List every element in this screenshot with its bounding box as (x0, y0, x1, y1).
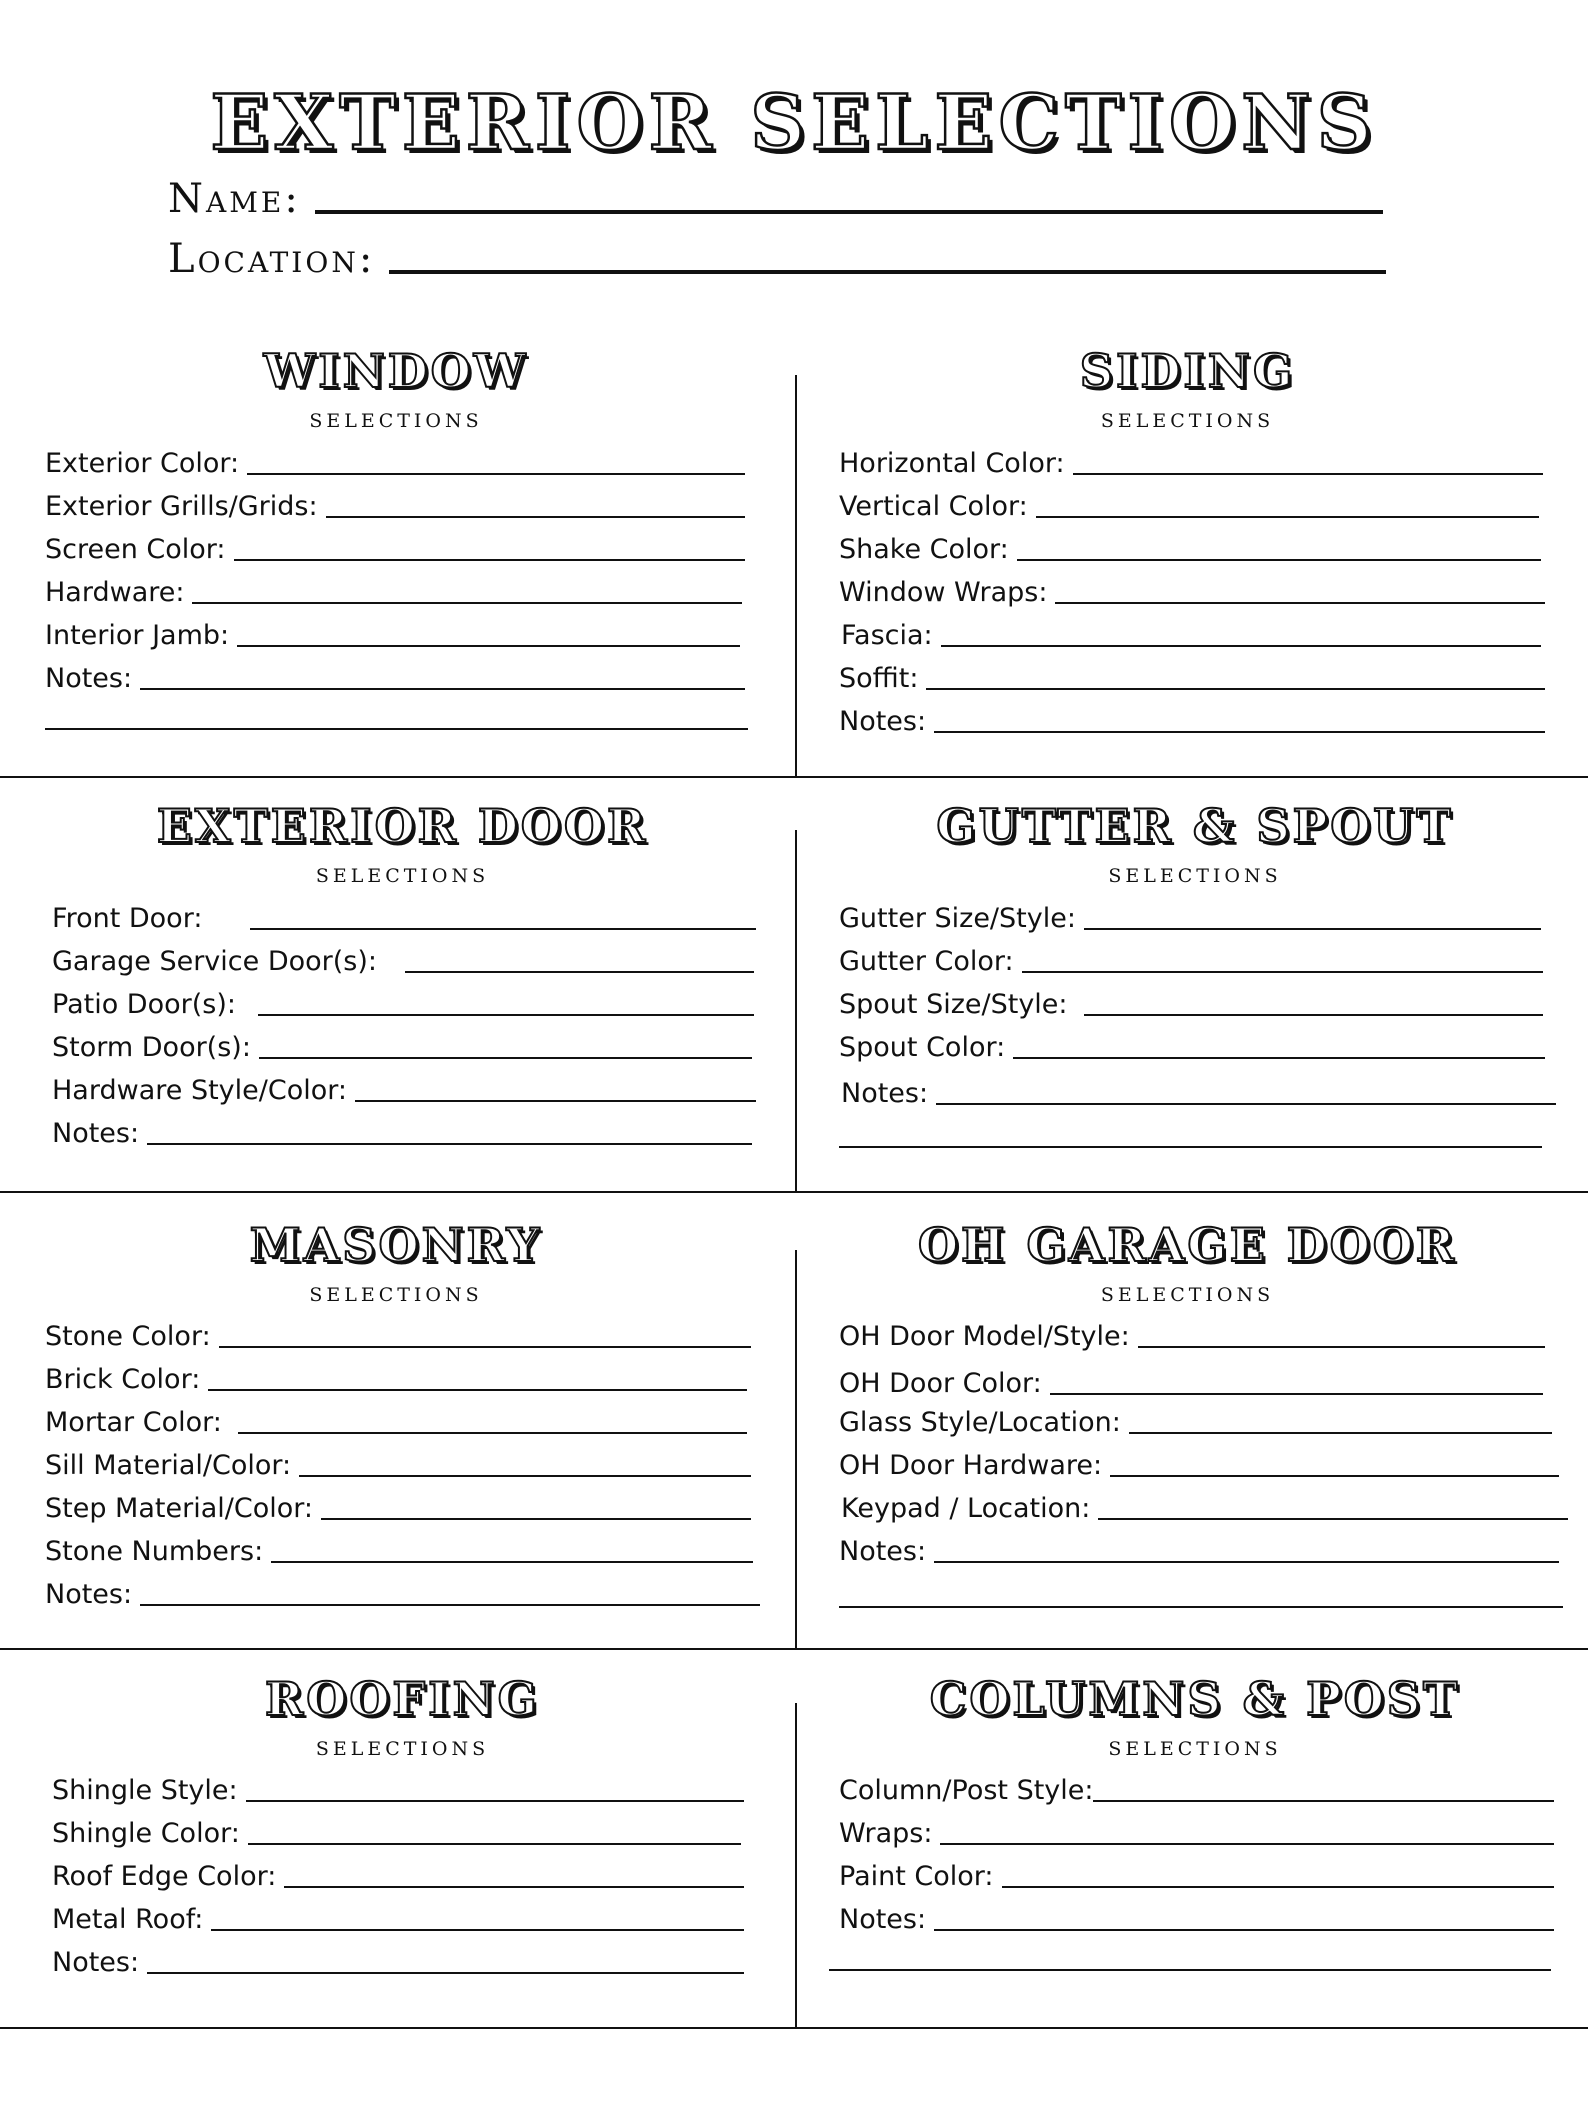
fascia-field[interactable] (841, 612, 1541, 652)
field-label: Notes: (839, 705, 927, 737)
field-label: OH Door Color: (839, 1367, 1042, 1399)
stone-color-field[interactable] (45, 1313, 751, 1353)
masonry-notes-field[interactable] (45, 1571, 760, 1611)
field-label: Sill Material/Color: (45, 1449, 292, 1481)
field-line[interactable] (299, 1475, 751, 1477)
stone-numbers-field[interactable] (45, 1528, 753, 1568)
patio-door-field[interactable] (52, 981, 754, 1021)
location-label: Location: (168, 236, 376, 282)
field-line[interactable] (1138, 1346, 1545, 1348)
horizontal-color-field[interactable] (839, 440, 1543, 480)
front-door-field[interactable] (52, 895, 756, 935)
field-label: Front Door: (52, 902, 203, 934)
garage-notes-field[interactable] (839, 1528, 1559, 1568)
field-line[interactable] (405, 971, 754, 973)
gutter-notes-field[interactable] (841, 1070, 1556, 1110)
window-notes-field[interactable] (45, 655, 745, 695)
hardware-field[interactable] (45, 569, 742, 609)
field-label: Wraps: (839, 1817, 933, 1849)
garage-door-section-title: OH GARAGE DOOR (917, 1218, 1458, 1272)
siding-section-subtitle: SELECTIONS (1100, 410, 1275, 432)
field-line[interactable] (1084, 1014, 1543, 1016)
field-label: Notes: (52, 1117, 140, 1149)
field-label: Roof Edge Color: (52, 1860, 277, 1892)
exterior-grills-field[interactable] (45, 483, 745, 523)
siding-notes-field[interactable] (839, 698, 1545, 738)
field-label: Notes: (839, 1903, 927, 1935)
field-line[interactable] (192, 602, 742, 604)
garage-service-door-field[interactable] (52, 938, 754, 978)
field-line[interactable] (140, 688, 745, 690)
field-label: Keypad / Location: (841, 1492, 1091, 1524)
field-label: Notes: (52, 1946, 140, 1978)
section-divider (0, 1191, 1588, 1193)
storm-door-field[interactable] (52, 1024, 752, 1064)
field-label: Shingle Color: (52, 1817, 240, 1849)
keypad-location-field[interactable] (841, 1485, 1568, 1525)
soffit-field[interactable] (839, 655, 1545, 695)
name-field[interactable] (168, 176, 1383, 222)
field-line[interactable] (1050, 1393, 1543, 1395)
field-label: Spout Color: (839, 1031, 1006, 1063)
column-divider (795, 375, 797, 776)
interior-jamb-field[interactable] (45, 612, 740, 652)
field-label: Exterior Color: (45, 447, 240, 479)
field-line[interactable] (258, 1014, 754, 1016)
field-line[interactable] (355, 1100, 756, 1102)
name-input-line[interactable] (315, 210, 1383, 214)
field-line[interactable] (284, 1886, 744, 1888)
field-label: Metal Roof: (52, 1903, 204, 1935)
exterior-door-section-title: EXTERIOR DOOR (156, 799, 649, 853)
field-line[interactable] (936, 1103, 1556, 1105)
field-label: Hardware Style/Color: (52, 1074, 347, 1106)
field-line[interactable] (147, 1972, 744, 1974)
mortar-color-field[interactable] (45, 1399, 747, 1439)
field-line[interactable] (1017, 559, 1541, 561)
field-label: Mortar Color: (45, 1406, 222, 1438)
field-label: Notes: (839, 1535, 927, 1567)
field-line[interactable] (1129, 1432, 1552, 1434)
field-line[interactable] (926, 688, 1545, 690)
field-label: Patio Door(s): (52, 988, 236, 1020)
column-divider (795, 1703, 797, 2027)
wraps-field[interactable] (839, 1810, 1554, 1850)
field-label: Shingle Style: (52, 1774, 238, 1806)
shingle-color-field[interactable] (52, 1810, 741, 1850)
field-label: Window Wraps: (839, 576, 1048, 608)
gutter-section-title: GUTTER & SPOUT (936, 799, 1454, 853)
glass-style-location-field[interactable] (839, 1399, 1552, 1439)
field-label: Step Material/Color: (45, 1492, 313, 1524)
field-line[interactable] (940, 1843, 1554, 1845)
gutter-notes-extra-line[interactable] (839, 1146, 1542, 1148)
field-line[interactable] (1073, 473, 1543, 475)
sill-material-color-field[interactable] (45, 1442, 751, 1482)
field-label: Exterior Grills/Grids: (45, 490, 318, 522)
field-line[interactable] (1036, 516, 1539, 518)
field-line[interactable] (934, 1561, 1559, 1563)
vertical-color-field[interactable] (839, 483, 1539, 523)
spout-color-field[interactable] (839, 1024, 1545, 1064)
field-label: Glass Style/Location: (839, 1406, 1121, 1438)
field-line[interactable] (259, 1057, 752, 1059)
field-label: Paint Color: (839, 1860, 994, 1892)
field-line[interactable] (934, 1929, 1554, 1931)
columns-post-section-subtitle: SELECTIONS (1108, 1738, 1282, 1760)
roof-edge-color-field[interactable] (52, 1853, 744, 1893)
field-line[interactable] (208, 1389, 747, 1391)
masonry-section-subtitle: SELECTIONS (309, 1284, 483, 1306)
window-section-subtitle: SELECTIONS (309, 410, 483, 432)
field-line[interactable] (211, 1929, 744, 1931)
field-line[interactable] (1098, 1518, 1568, 1520)
window-section-title: WINDOW (263, 344, 529, 398)
field-line[interactable] (1013, 1057, 1545, 1059)
field-label: Gutter Size/Style: (839, 902, 1076, 934)
section-divider (0, 1648, 1588, 1650)
oh-door-hardware-field[interactable] (839, 1442, 1559, 1482)
field-line[interactable] (1002, 1886, 1554, 1888)
metal-roof-field[interactable] (52, 1896, 744, 1936)
column-divider (795, 1250, 797, 1648)
field-line[interactable] (250, 928, 756, 930)
location-input-line[interactable] (389, 270, 1386, 274)
field-line[interactable] (941, 645, 1541, 647)
field-line[interactable] (248, 1843, 741, 1845)
field-label: Horizontal Color: (839, 447, 1065, 479)
field-line[interactable] (140, 1604, 760, 1606)
field-label: Notes: (45, 662, 133, 694)
masonry-section-title: MASONRY (249, 1218, 543, 1272)
shake-color-field[interactable] (839, 526, 1541, 566)
field-line[interactable] (321, 1518, 751, 1520)
gutter-color-field[interactable] (839, 938, 1543, 978)
step-material-color-field[interactable] (45, 1485, 751, 1525)
field-line[interactable] (326, 516, 745, 518)
column-divider (795, 830, 797, 1191)
window-wraps-field[interactable] (839, 569, 1545, 609)
field-line[interactable] (247, 473, 745, 475)
shingle-style-field[interactable] (52, 1767, 744, 1807)
garage-notes-extra-line[interactable] (839, 1606, 1563, 1608)
field-label: Notes: (841, 1077, 929, 1109)
exterior-color-field[interactable] (45, 440, 745, 480)
field-label: OH Door Hardware: (839, 1449, 1103, 1481)
field-line[interactable] (1055, 602, 1545, 604)
field-label: Fascia: (841, 619, 933, 651)
field-label: Interior Jamb: (45, 619, 230, 651)
location-field[interactable] (168, 236, 1386, 282)
field-label: Screen Color: (45, 533, 226, 565)
name-label: Name: (168, 176, 301, 222)
columns-post-section-title: COLUMNS & POST (929, 1672, 1461, 1726)
paint-color-field[interactable] (839, 1853, 1554, 1893)
exterior-door-notes-field[interactable] (52, 1110, 752, 1150)
section-divider (0, 2027, 1588, 2029)
field-label: OH Door Model/Style: (839, 1320, 1130, 1352)
field-label: Shake Color: (839, 533, 1009, 565)
field-label: Vertical Color: (839, 490, 1028, 522)
field-label: Garage Service Door(s): (52, 945, 377, 977)
garage-door-section-subtitle: SELECTIONS (1100, 1284, 1275, 1306)
page-title: EXTERIOR SELECTIONS (210, 78, 1378, 167)
field-label: Soffit: (839, 662, 919, 694)
section-divider (0, 776, 1588, 778)
field-line[interactable] (271, 1561, 753, 1563)
gutter-size-style-field[interactable] (839, 895, 1541, 935)
field-label: Column/Post Style: (839, 1774, 1094, 1806)
field-line[interactable] (246, 1800, 744, 1802)
roofing-notes-field[interactable] (52, 1939, 744, 1979)
field-line[interactable] (1084, 928, 1541, 930)
field-line[interactable] (238, 1432, 747, 1434)
window-notes-extra-line[interactable] (45, 728, 748, 730)
roofing-section-subtitle: SELECTIONS (315, 1738, 490, 1760)
hardware-style-color-field[interactable] (52, 1067, 756, 1107)
siding-section-title: SIDING (1079, 344, 1296, 398)
field-label: Storm Door(s): (52, 1031, 251, 1063)
gutter-section-subtitle: SELECTIONS (1108, 865, 1282, 887)
field-line[interactable] (219, 1346, 751, 1348)
field-label: Gutter Color: (839, 945, 1014, 977)
columns-notes-field[interactable] (839, 1896, 1554, 1936)
field-line[interactable] (234, 559, 745, 561)
column-post-style-field[interactable] (839, 1767, 1554, 1807)
roofing-section-title: ROOFING (265, 1672, 540, 1726)
columns-notes-extra-line[interactable] (829, 1969, 1551, 1971)
exterior-door-section-subtitle: SELECTIONS (315, 865, 490, 887)
field-line[interactable] (1110, 1475, 1559, 1477)
field-line[interactable] (934, 731, 1545, 733)
oh-door-model-style-field[interactable] (839, 1313, 1545, 1353)
screen-color-field[interactable] (45, 526, 745, 566)
oh-door-color-field[interactable] (839, 1360, 1543, 1400)
field-label: Spout Size/Style: (839, 988, 1068, 1020)
spout-size-style-field[interactable] (839, 981, 1543, 1021)
field-line[interactable] (147, 1143, 752, 1145)
field-label: Notes: (45, 1578, 133, 1610)
field-line[interactable] (237, 645, 740, 647)
field-label: Stone Numbers: (45, 1535, 264, 1567)
field-label: Stone Color: (45, 1320, 211, 1352)
field-label: Hardware: (45, 576, 185, 608)
brick-color-field[interactable] (45, 1356, 747, 1396)
field-line[interactable] (1093, 1800, 1554, 1802)
field-label: Brick Color: (45, 1363, 201, 1395)
field-line[interactable] (1022, 971, 1543, 973)
